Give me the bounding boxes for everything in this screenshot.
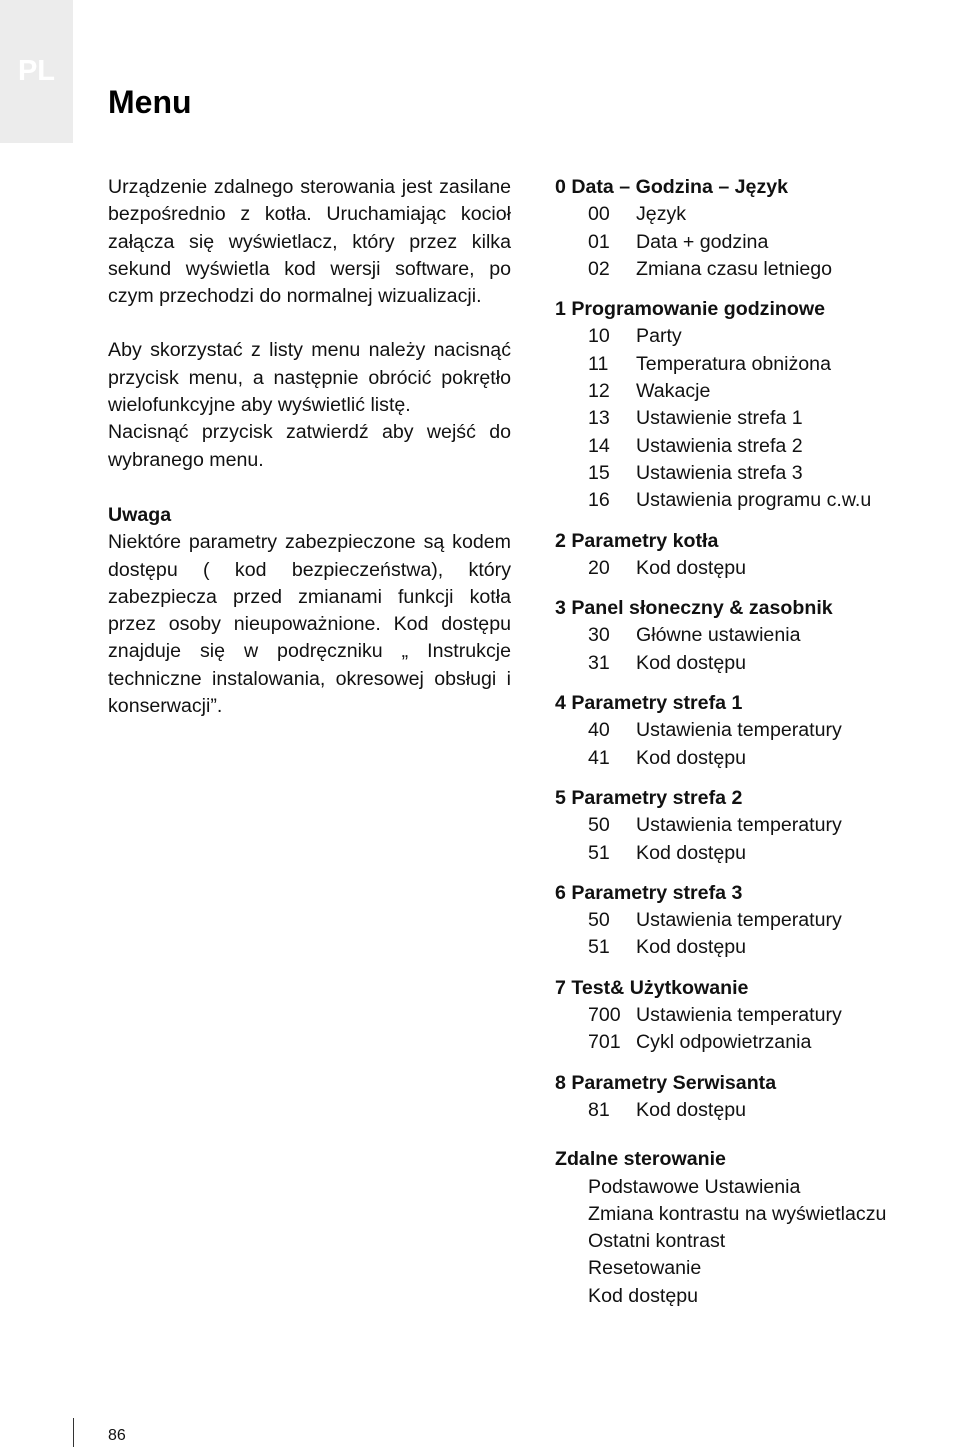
page-number-divider (73, 1418, 74, 1447)
menu-item-label: Kod dostępu (636, 651, 747, 674)
menu-item-code: 31 (588, 651, 610, 674)
remote-control-title: Zdalne sterowanie (555, 1148, 726, 1171)
menu-item-code: 01 (588, 230, 610, 253)
menu-item (555, 622, 955, 649)
menu-item-code: 701 (588, 1031, 621, 1054)
menu-section (555, 174, 955, 283)
note-heading: Uwaga (108, 503, 172, 526)
menu-item-code: 15 (588, 461, 610, 484)
menu-item (555, 812, 955, 839)
remote-control-item: Ostatni kontrast (588, 1230, 726, 1253)
menu-item-code: 51 (588, 936, 610, 959)
menu-section (555, 785, 955, 867)
remote-control-items (555, 1174, 955, 1310)
remote-control-item: Resetowanie (588, 1257, 702, 1280)
menu-section (555, 595, 955, 677)
menu-section-title: 2 Parametry kotła (555, 529, 719, 552)
menu-item (555, 487, 955, 514)
menu-item-code: 02 (588, 257, 610, 280)
menu-item (555, 555, 955, 582)
note-paragraph: Niektóre parametry zabezpieczone są kodem dostępu ( kod bezpieczeństwa), który zabezpiecza przed zmianami funkcji kotła przez osoby nieupoważnione. Kod dostępu znajduje się w podręczniku „ Instrukcje techniczne instalowania, okresowej obsługi i konserwacji”. (108, 531, 511, 718)
language-tab-label: PL (17, 55, 56, 87)
menu-item-code: 41 (588, 746, 610, 769)
remote-control-section (555, 1146, 955, 1310)
menu-item-label: Ustawienia temperatury (636, 1004, 842, 1027)
menu-item-label: Kod dostępu (636, 936, 747, 959)
menu-item-code: 12 (588, 380, 610, 403)
confirm-paragraph: Nacisnąć przycisk zatwierdź aby wejść do wybranego menu. (108, 421, 511, 471)
menu-section-title: 6 Parametry strefa 3 (555, 881, 743, 904)
menu-sections (555, 174, 955, 1124)
menu-item (555, 745, 955, 772)
menu-item-label: Ustawienia temperatury (636, 814, 842, 837)
menu-item (555, 351, 955, 378)
menu-item-code: 700 (588, 1004, 621, 1027)
remote-control-item: Podstawowe Ustawienia (588, 1175, 801, 1198)
menu-item (555, 378, 955, 405)
menu-item (555, 405, 955, 432)
menu-section (555, 880, 955, 962)
menu-item (555, 840, 955, 867)
menu-item (555, 229, 955, 256)
menu-item-label: Kod dostępu (636, 1098, 747, 1121)
menu-item-code: 81 (588, 1098, 610, 1121)
menu-item-code: 00 (588, 203, 610, 226)
menu-item (555, 650, 955, 677)
menu-list (555, 174, 955, 1310)
menu-section (555, 690, 955, 772)
menu-item (555, 256, 955, 283)
menu-item-code: 50 (588, 814, 610, 837)
menu-item-label: Ustawienie strefa 1 (636, 407, 803, 430)
menu-item-label: Ustawienia programu c.w.u (636, 489, 872, 512)
menu-item-code: 40 (588, 719, 610, 742)
menu-item-label: Cykl odpowietrzania (636, 1031, 812, 1054)
page-title: Menu (108, 84, 192, 120)
menu-item-label: Zmiana czasu letniego (636, 257, 833, 280)
menu-item (555, 934, 955, 961)
menu-item-code: 11 (588, 352, 609, 375)
menu-item (555, 460, 955, 487)
menu-item (555, 1097, 955, 1124)
menu-item-label: Kod dostępu (636, 556, 747, 579)
menu-section-title: 3 Panel słoneczny & zasobnik (555, 597, 833, 620)
menu-section-title: 7 Test& Użytkowanie (555, 976, 749, 999)
menu-item-label: Główne ustawienia (636, 624, 801, 647)
intro-paragraph: Urządzenie zdalnego sterowania jest zasilane bezpośrednio z kotła. Uruchamiając kocioł załącza się wyświetlacz, który przez kilka sekund wyświetla kod wersji software, po czym przechodzi do normalnej wizualizacji. (108, 176, 511, 308)
menu-item-code: 30 (588, 624, 610, 647)
menu-item-code: 13 (588, 407, 610, 430)
menu-section-title: 0 Data – Godzina – Język (555, 176, 789, 198)
menu-item-label: Kod dostępu (636, 841, 747, 864)
menu-item (555, 323, 955, 350)
menu-item (555, 1002, 955, 1029)
menu-item-label: Wakacje (636, 380, 711, 403)
menu-item (555, 907, 955, 934)
menu-usage-paragraph: Aby skorzystać z listy menu należy nacisnąć przycisk menu, a następnie obrócić pokrętło wielofunkcyjne aby wyświetlić listę. (108, 339, 511, 417)
remote-control-item: Zmiana kontrastu na wyświetlaczu (588, 1202, 887, 1225)
language-tab (0, 0, 73, 143)
intro-column (108, 174, 511, 720)
menu-item (555, 717, 955, 744)
menu-section-title: 8 Parametry Serwisanta (555, 1071, 777, 1094)
menu-item (555, 201, 955, 228)
menu-section-title: 5 Parametry strefa 2 (555, 786, 743, 809)
menu-item-label: Język (636, 203, 687, 226)
menu-item-label: Temperatura obniżona (636, 352, 831, 375)
menu-item-label: Ustawienia temperatury (636, 909, 842, 932)
menu-item-label: Data + godzina (636, 230, 769, 253)
page-number: 86 (108, 1427, 126, 1444)
menu-item (555, 433, 955, 460)
menu-section (555, 528, 955, 583)
remote-control-item: Kod dostępu (588, 1284, 699, 1307)
menu-item-label: Party (636, 325, 682, 348)
menu-item-code: 16 (588, 489, 610, 512)
menu-item-label: Ustawienia temperatury (636, 719, 842, 742)
menu-section (555, 296, 955, 514)
menu-item-label: Ustawienia strefa 3 (636, 461, 803, 484)
menu-section (555, 1070, 955, 1125)
menu-item-label: Kod dostępu (636, 746, 747, 769)
menu-item-label: Ustawienia strefa 2 (636, 434, 803, 457)
menu-item (555, 1029, 955, 1056)
menu-item-code: 14 (588, 434, 610, 457)
menu-item-code: 20 (588, 556, 610, 579)
menu-item-code: 50 (588, 909, 610, 932)
menu-section-title: 4 Parametry strefa 1 (555, 692, 743, 715)
menu-section (555, 975, 955, 1057)
menu-item-code: 51 (588, 841, 610, 864)
menu-section-title: 1 Programowanie godzinowe (555, 298, 825, 321)
menu-item-code: 10 (588, 325, 610, 348)
